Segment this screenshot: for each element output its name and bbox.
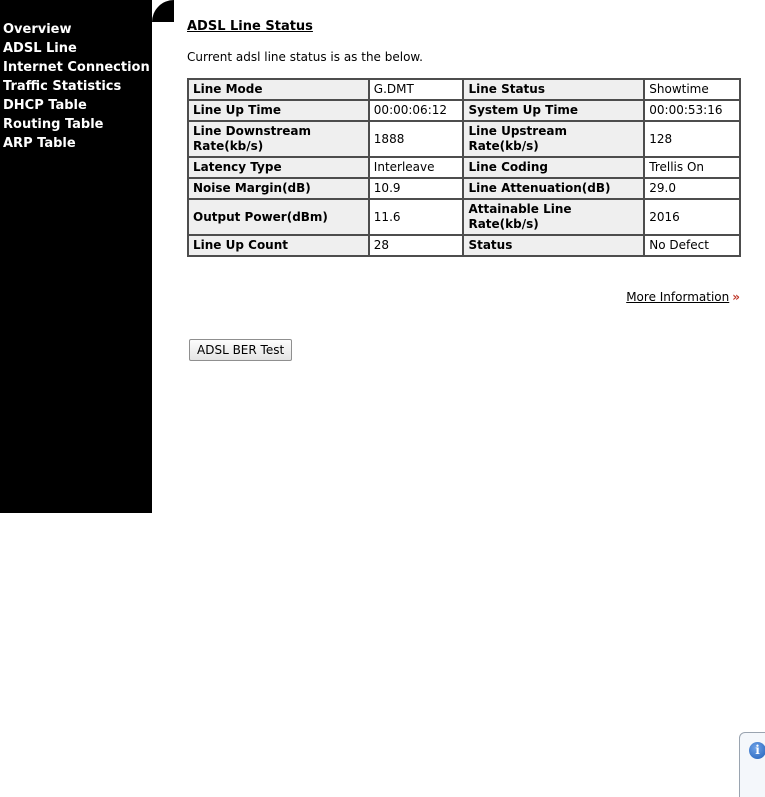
row-value: No Defect [644, 235, 740, 256]
more-information-label: More Information [626, 290, 730, 304]
row-label: Line Upstream Rate(kb/s) [463, 121, 644, 157]
row-label: Line Coding [463, 157, 644, 178]
more-information-link[interactable] [626, 290, 740, 304]
sidebar [0, 0, 152, 513]
page-title: ADSL Line Status [187, 19, 313, 34]
table-row [188, 235, 740, 256]
double-chevron-right-icon: » [732, 290, 740, 304]
info-icon: i [749, 742, 765, 759]
sidebar-item-adsl-line[interactable]: ADSL Line [3, 41, 77, 56]
row-value: Interleave [369, 157, 464, 178]
adsl-ber-test-button[interactable]: ADSL BER Test [189, 339, 292, 361]
main-content [187, 18, 742, 357]
table-row [188, 199, 740, 235]
sidebar-item-arp-table[interactable]: ARP Table [3, 136, 76, 151]
sidebar-item-traffic-statistics[interactable]: Traffic Statistics [3, 79, 122, 94]
row-value: G.DMT [369, 79, 464, 100]
info-popup-corner[interactable] [739, 732, 765, 797]
sidebar-item-dhcp-table[interactable]: DHCP Table [3, 98, 87, 113]
row-label: Line Attenuation(dB) [463, 178, 644, 199]
row-label: System Up Time [463, 100, 644, 121]
row-label: Noise Margin(dB) [188, 178, 369, 199]
table-row [188, 121, 740, 157]
row-label: Line Downstream Rate(kb/s) [188, 121, 369, 157]
row-value: 00:00:06:12 [369, 100, 464, 121]
row-label: Line Mode [188, 79, 369, 100]
line-status-table [187, 78, 741, 257]
row-value: 10.9 [369, 178, 464, 199]
row-label: Attainable Line Rate(kb/s) [463, 199, 644, 235]
row-label: Line Up Time [188, 100, 369, 121]
row-label: Output Power(dBm) [188, 199, 369, 235]
table-row [188, 157, 740, 178]
row-label: Status [463, 235, 644, 256]
sidebar-nav [0, 0, 152, 153]
row-value: 2016 [644, 199, 740, 235]
row-value: 11.6 [369, 199, 464, 235]
table-row [188, 178, 740, 199]
sidebar-item-internet-connection[interactable]: Internet Connection [3, 60, 150, 75]
intro-text: Current adsl line status is as the below. [187, 50, 423, 64]
row-value: Showtime [644, 79, 740, 100]
row-value: 00:00:53:16 [644, 100, 740, 121]
row-value: 28 [369, 235, 464, 256]
sidebar-corner [152, 0, 174, 22]
sidebar-item-routing-table[interactable]: Routing Table [3, 117, 104, 132]
row-value: 128 [644, 121, 740, 157]
sidebar-item-overview[interactable]: Overview [3, 22, 72, 37]
row-label: Line Status [463, 79, 644, 100]
table-row [188, 100, 740, 121]
row-label: Line Up Count [188, 235, 369, 256]
table-row [188, 79, 740, 100]
row-value: Trellis On [644, 157, 740, 178]
row-value: 29.0 [644, 178, 740, 199]
row-label: Latency Type [188, 157, 369, 178]
row-value: 1888 [369, 121, 464, 157]
